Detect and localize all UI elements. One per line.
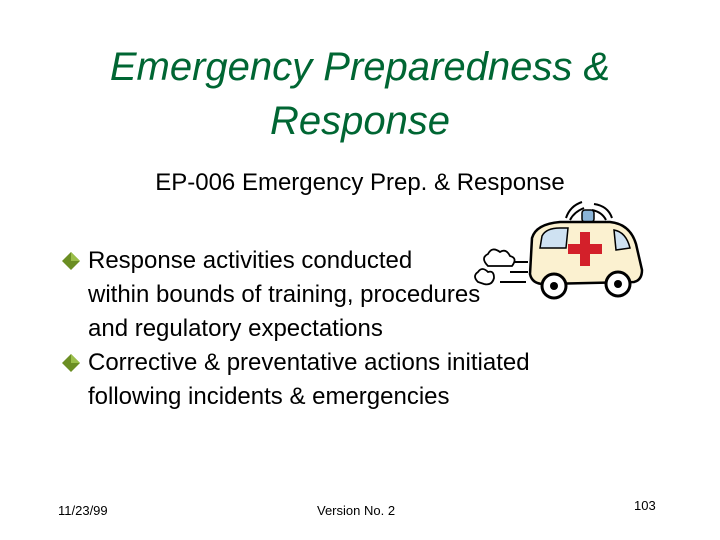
bullet-line: Corrective & preventative actions initiated [88, 349, 530, 376]
footer-page-number: 103 [634, 498, 656, 513]
bullet-list [60, 244, 680, 414]
bullet-item-corrective-actions [60, 346, 680, 414]
diamond-bullet-icon [60, 250, 82, 272]
bullet-line: following incidents & emergencies [88, 383, 450, 410]
slide-subtitle: EP-006 Emergency Prep. & Response [155, 169, 565, 196]
slide-title-line-1: Emergency Preparedness & [109, 45, 611, 89]
footer-version: Version No. 2 [317, 503, 396, 518]
bullet-line: and regulatory expectations [88, 315, 383, 342]
bullet-line: within bounds of training, procedures [88, 281, 481, 308]
footer-date: 11/23/99 [58, 503, 108, 518]
bullet-item-response-activities [60, 244, 680, 346]
slide-title [60, 40, 660, 148]
slide-title-line-2: Response [269, 99, 451, 143]
diamond-bullet-icon [60, 352, 82, 374]
bullet-line: Response activities conducted [88, 247, 413, 274]
